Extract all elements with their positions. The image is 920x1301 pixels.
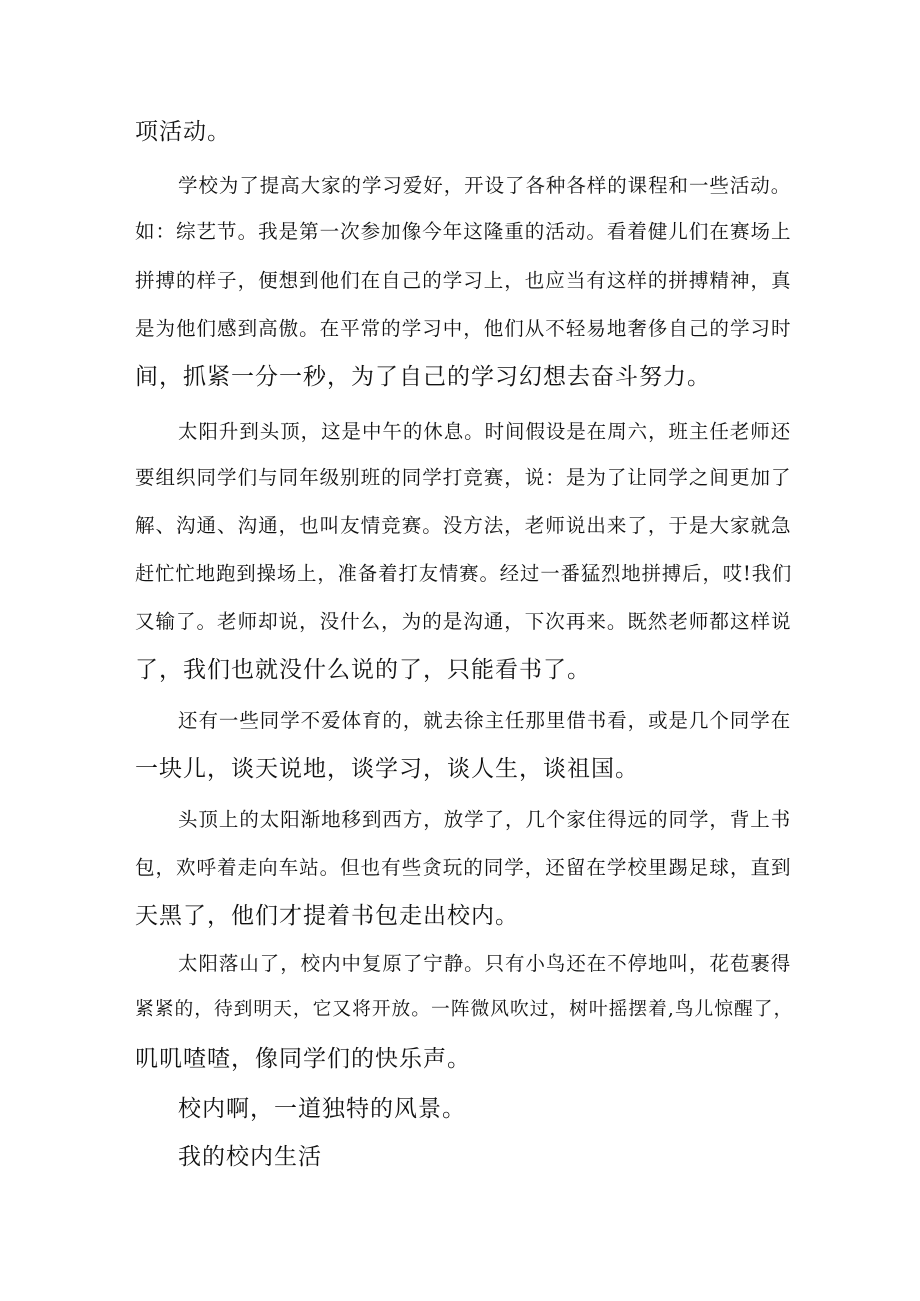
p2-line-1: 太阳升到头顶，这是中午的休息。时间假设是在周六，班主任老师还: [178, 420, 792, 443]
p2-line-6: 了，我们也就没什么说的了，只能看书了。: [135, 657, 591, 683]
p6-line-1: 校内啊，一道独特的风景。: [178, 1096, 466, 1122]
p1-line-5: 间，抓紧一分一秒，为了自己的学习幻想去奋斗努力。: [135, 364, 711, 390]
p5-line-2: 紧紧的，待到明天，它又将开放。一阵微风吹过，树叶摇摆着,鸟儿惊醒了，: [135, 999, 794, 1020]
p7-heading: 我的校内生活: [178, 1144, 322, 1170]
p2-line-4: 赶忙忙地跑到操场上，准备着打友情赛。经过一番猛烈地拼搏后，哎!我们: [135, 562, 793, 585]
p5-line-1: 太阳落山了，校内中复原了宁静。只有小鸟还在不停地叫，花苞裹得: [178, 952, 792, 975]
p2-line-5: 又输了。老师却说，没什么，为的是沟通，下次再来。既然老师都这样说: [135, 610, 792, 633]
p4-line-2: 包，欢呼着走向车站。但也有些贪玩的同学，还留在学校里踢足球，直到: [135, 856, 792, 879]
p1-line-1: 学校为了提高大家的学习爱好，开设了各种各样的课程和一些活动。: [178, 174, 792, 197]
p1-line-2: 如：综艺节。我是第一次参加像今年这隆重的活动。看着健儿们在赛场上: [135, 220, 792, 243]
p4-line-1: 头顶上的太阳渐地移到西方，放学了，几个家住得远的同学，背上书: [178, 808, 792, 831]
p3-line-2: 一块儿，谈天说地，谈学习，谈人生，谈祖国。: [135, 756, 639, 782]
p0-line-1: 项活动。: [135, 119, 231, 145]
p1-line-3: 拼搏的样子，便想到他们在自己的学习上，也应当有这样的拼搏精神，真: [135, 269, 792, 292]
p3-line-1: 还有一些同学不爱体育的，就去徐主任那里借书看，或是几个同学在: [178, 709, 792, 732]
p2-line-3: 解、沟通、沟通，也叫友情竞赛。没方法，老师说出来了，于是大家就急: [135, 514, 792, 537]
p4-line-3: 天黑了，他们才提着书包走出校内。: [135, 903, 519, 929]
p1-line-4: 是为他们感到高傲。在平常的学习中，他们从不轻易地奢侈自己的学习时: [135, 317, 792, 340]
p2-line-2: 要组织同学们与同年级别班的同学打竞赛，说：是为了让同学之间更加了: [135, 466, 792, 489]
p5-line-3: 叽叽喳喳，像同学们的快乐声。: [135, 1046, 471, 1072]
